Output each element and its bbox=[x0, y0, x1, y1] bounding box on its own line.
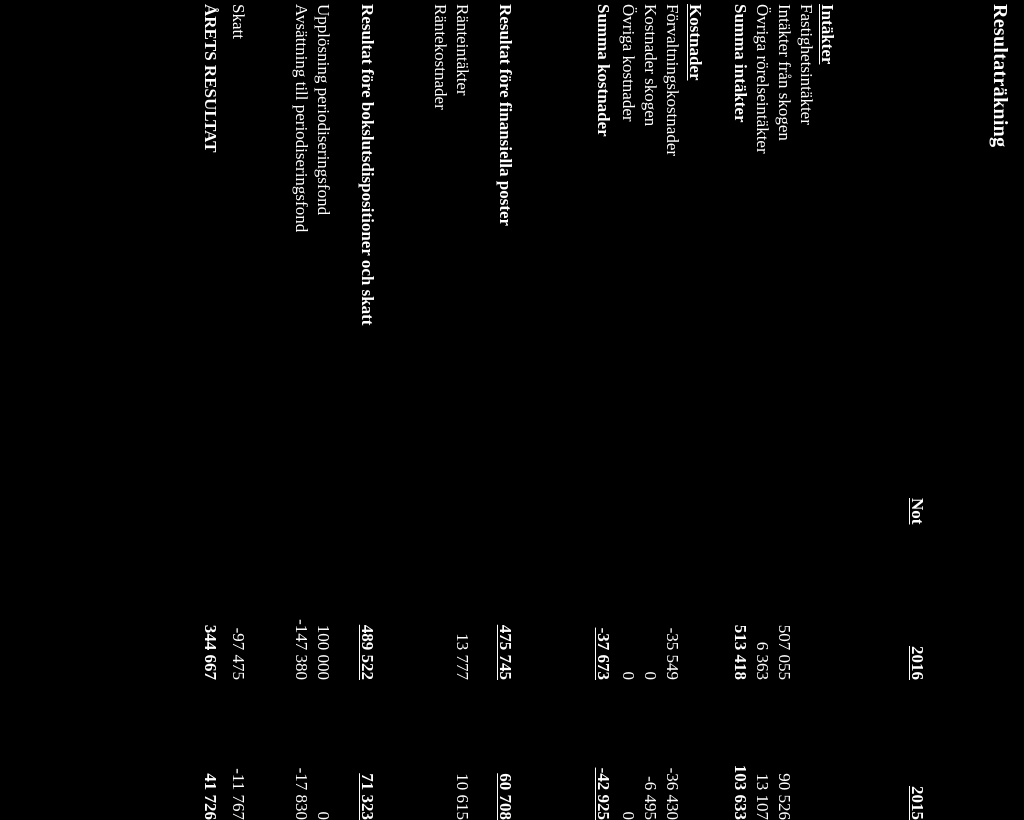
row-value-2015: -6 495 bbox=[641, 776, 660, 820]
column-header-note: Not bbox=[908, 498, 927, 525]
row-value-2015: 0 bbox=[314, 811, 333, 820]
section-heading-kostnader: Kostnader bbox=[686, 4, 705, 81]
row-label: Avsättning till periodiseringsfond bbox=[292, 4, 311, 233]
row-value-2016: 6 363 bbox=[753, 641, 772, 680]
result-value-2016: 344 667 bbox=[201, 624, 220, 680]
row-value-2015: -11 767 bbox=[229, 768, 248, 820]
row-value-2016: 0 bbox=[619, 671, 638, 680]
column-header-2016: 2016 bbox=[908, 646, 927, 680]
sum-label: Summa kostnader bbox=[594, 4, 613, 137]
row-value-2016: 507 055 bbox=[775, 624, 794, 680]
row-value-2016: -147 380 bbox=[292, 619, 311, 680]
document-title: Resultaträkning bbox=[989, 4, 1011, 148]
row-value-2015: -36 430 bbox=[663, 767, 682, 820]
sum-value-2016: -37 673 bbox=[594, 627, 613, 680]
row-label: Fastighetsintäkter bbox=[797, 4, 816, 125]
sum-value-2015: 103 633 bbox=[731, 764, 750, 820]
row-value-2015: 13 107 bbox=[753, 773, 772, 820]
row-label: Övriga rörelseintäkter bbox=[753, 4, 772, 154]
row-label: Ränteintäkter bbox=[453, 4, 472, 96]
column-header-2015: 2015 bbox=[908, 786, 927, 820]
row-label: Upplösning periodiseringsfond bbox=[314, 4, 333, 216]
subtotal-value-2016: 489 522 bbox=[358, 624, 377, 680]
row-label: Förvaltningskostnader bbox=[663, 4, 682, 157]
row-value-2016: -97 475 bbox=[229, 627, 248, 680]
row-value-2016: 13 777 bbox=[453, 633, 472, 680]
result-label: ÅRETS RESULTAT bbox=[201, 4, 220, 153]
row-label: Övriga kostnader bbox=[619, 4, 638, 122]
subtotal-value-2015: 71 323 bbox=[358, 773, 377, 820]
row-value-2015: 90 526 bbox=[775, 773, 794, 820]
subtotal-label: Resultat före bokslutsdispositioner och skatt bbox=[358, 4, 377, 326]
sum-label: Summa intäkter bbox=[731, 4, 750, 123]
subtotal-value-2015: 60 708 bbox=[496, 773, 515, 820]
sum-value-2016: 513 418 bbox=[731, 624, 750, 680]
row-value-2015: -17 830 bbox=[292, 767, 311, 820]
row-label: Kostnader skogen bbox=[641, 4, 660, 127]
row-label: Intäkter från skogen bbox=[775, 4, 794, 141]
row-value-2015: 0 bbox=[619, 811, 638, 820]
subtotal-value-2016: 475 745 bbox=[496, 624, 515, 680]
row-label: Räntekostnader bbox=[431, 4, 450, 110]
result-value-2015: 41 726 bbox=[201, 773, 220, 820]
row-label: Skatt bbox=[229, 4, 248, 39]
sum-value-2015: -42 925 bbox=[594, 767, 613, 820]
subtotal-label: Resultat före finansiella poster bbox=[496, 4, 515, 227]
section-heading-intakter: Intäkter bbox=[818, 4, 837, 65]
row-value-2016: 0 bbox=[641, 671, 660, 680]
row-value-2015: 10 615 bbox=[453, 773, 472, 820]
row-value-2016: -35 549 bbox=[663, 627, 682, 680]
row-value-2016: 100 000 bbox=[314, 624, 333, 680]
